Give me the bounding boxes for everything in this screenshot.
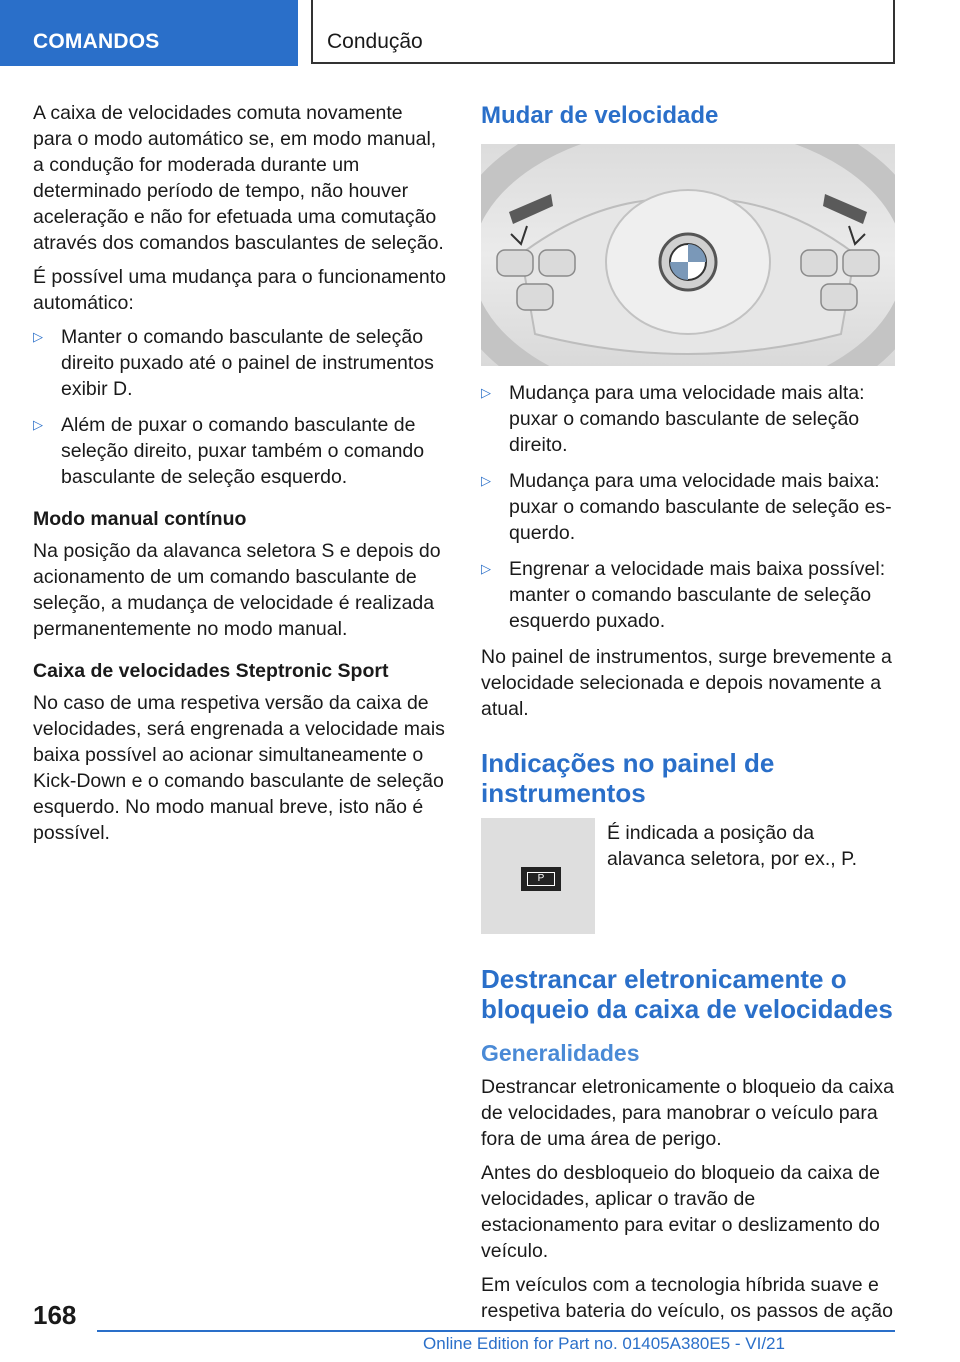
section-tab: COMANDOS xyxy=(0,0,298,66)
list-item: ▷ Mudança para uma velocidade mais alta: puxar o comando basculante de seleção direito. xyxy=(481,382,865,456)
paragraph: No caso de uma respetiva versão da caixa de velocidades, será engrenada a velocidade mais baixa possível ao acionar simultaneamente o Kick-Down e o comando basculante de seleção esquerdo. No modo manual breve, isto não é possível. xyxy=(33,692,445,844)
indicator-description: É indicada a posição da alavanca seletora, por ex., P. xyxy=(607,822,858,870)
subheading-manual: Modo manual contínuo xyxy=(33,508,247,530)
triangle-right-icon: ▷ xyxy=(481,385,491,400)
gear-indicator-image xyxy=(481,818,595,934)
subheading-sport: Caixa de velocidades Steptronic Sport xyxy=(33,660,389,682)
paragraph: Na posição da alavanca seletora S e depois do acionamento de um comando basculante de seleção, a mudança de velocidade é realizada permanentemente no modo manual. xyxy=(33,540,441,640)
triangle-right-icon: ▷ xyxy=(33,417,43,432)
paragraph: Destrancar eletronicamente o bloqueio da caixa de velocidades, para manobrar o veículo para fora de uma área de perigo. xyxy=(481,1076,894,1150)
heading-mudar-velocidade: Mudar de velocidade xyxy=(481,102,719,129)
steering-wheel-illustration xyxy=(481,144,895,366)
paragraph: É possível uma mudança para o funcionamento automático: xyxy=(33,266,446,314)
list-item: ▷ Além de puxar o comando basculante de seleção direito, puxar também o comando basculante de seleção esquerdo. xyxy=(33,414,425,488)
list-item: ▷ Mudança para uma velocidade mais baixa: puxar o comando basculante de seleção esquerdo. xyxy=(481,470,892,544)
left-column xyxy=(33,100,447,854)
steering-wheel-image xyxy=(481,144,895,366)
heading-generalidades: Generalidades xyxy=(481,1040,640,1066)
heading-destrancar: Destrancar eletronicamente o bloqueio da caixa de velocidades xyxy=(481,964,893,1024)
list-item: ▷ Manter o comando basculante de seleção direito puxado até o painel de instrumentos exibir D. xyxy=(33,326,434,400)
list-item: ▷ Engrenar a velocidade mais baixa possível: manter o comando basculante de seleção esquerdo puxado. xyxy=(481,558,886,632)
chapter-title: Condução xyxy=(311,0,895,64)
footer-divider xyxy=(97,1330,895,1332)
paragraph: No painel de instrumentos, surge brevemente a velocidade selecionada e depois novamente a atual. xyxy=(481,646,892,720)
paragraph: A caixa de velocidades comuta novamente para o modo automático se, em modo manual, a condução for moderada durante um determinado período de tempo, não houver aceleração e não for efetuada uma comutação através dos comandos basculantes de seleção. xyxy=(33,102,444,254)
footer-edition: Online Edition for Part no. 01405A380E5 - VI/21 xyxy=(423,1334,785,1353)
right-column xyxy=(481,100,895,1332)
park-indicator-icon: P xyxy=(521,867,561,891)
paragraph: Em veículos com a tecnologia híbrida suave e respetiva bateria do veículo, os passos de ação xyxy=(481,1274,893,1322)
paragraph: Antes do desbloqueio do bloqueio da caixa de velocidades, aplicar o travão de estacionamento para evitar o deslizamento do veículo. xyxy=(481,1162,880,1262)
heading-indicacoes: Indicações no painel de instrumentos xyxy=(481,748,775,808)
triangle-right-icon: ▷ xyxy=(481,561,491,576)
page-number: 168 xyxy=(33,1300,77,1330)
indicator-block xyxy=(481,818,895,934)
triangle-right-icon: ▷ xyxy=(33,329,43,344)
triangle-right-icon: ▷ xyxy=(481,473,491,488)
